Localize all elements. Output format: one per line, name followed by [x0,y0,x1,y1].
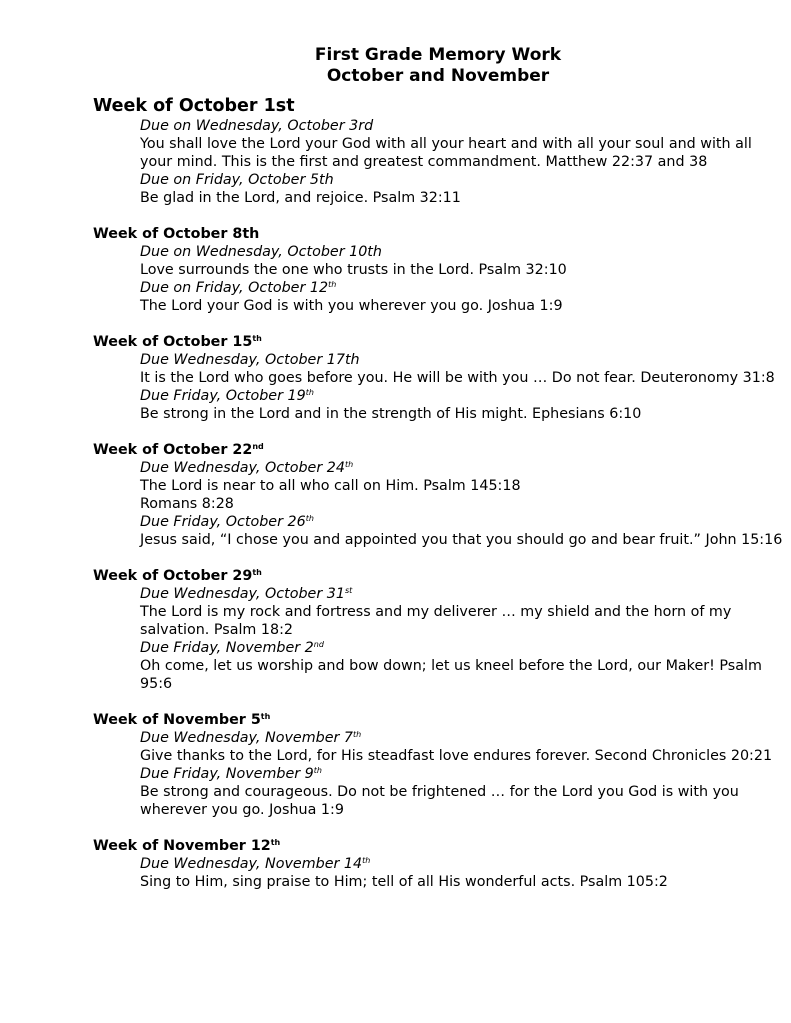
memory-verse: Sing to Him, sing praise to Him; tell of all His wonderful acts. Psalm 105:2 [140,874,668,890]
week-heading: Week of November 5th [93,712,271,728]
due-date: Due Friday, October 19th [140,388,314,404]
week-heading: Week of October 8th [93,226,260,242]
memory-verse: Be glad in the Lord, and rejoice. Psalm 32:11 [140,190,461,206]
week-heading: Week of November 12th [93,838,281,854]
week-section [93,837,783,891]
week-heading: Week of October 15th [93,334,262,350]
due-date: Due on Friday, October 5th [140,172,334,188]
document-page [93,45,783,909]
week-section [93,441,783,549]
memory-verse: Give thanks to the Lord, for His steadfast love endures forever. Second Chronicles 20:21 [140,748,773,764]
week-section [93,95,783,207]
due-date: Due Friday, November 9th [140,766,322,782]
due-date: Due Wednesday, October 17th [140,352,360,368]
memory-verse: You shall love the Lord your God with all your heart and with all your soul and with all your mind. This is the first and greatest commandment. Matthew 22:37 and 38 [140,136,752,170]
week-section [93,567,783,693]
due-date: Due Wednesday, October 24th [140,460,354,476]
due-date: Due on Wednesday, October 10th [140,244,382,260]
due-date: Due Wednesday, October 31st [140,586,353,602]
week-section [93,711,783,819]
memory-verse: Be strong and courageous. Do not be frightened … for the Lord you God is with you wherever you go. Joshua 1:9 [140,784,739,818]
week-section [93,225,783,315]
document-subtitle: October and November [326,66,550,86]
memory-verse: Oh come, let us worship and bow down; let us kneel before the Lord, our Maker! Psalm 95:6 [140,658,762,692]
memory-verse: The Lord is my rock and fortress and my deliverer … my shield and the horn of my salvation. Psalm 18:2 [140,604,732,638]
due-date: Due Friday, October 26th [140,514,314,530]
memory-verse: The Lord is near to all who call on Him. Psalm 145:18 [140,478,521,494]
due-date: Due on Friday, October 12th [140,280,337,296]
week-heading: Week of October 22nd [93,442,264,458]
memory-verse: It is the Lord who goes before you. He will be with you … Do not fear. Deuteronomy 31:8 [140,370,775,386]
due-date: Due Wednesday, November 14th [140,856,371,872]
memory-verse: Be strong in the Lord and in the strength of His might. Ephesians 6:10 [140,406,642,422]
document-title: First Grade Memory Work [314,45,562,65]
week-heading: Week of October 29th [93,568,262,584]
due-date: Due Friday, November 2nd [140,640,324,656]
memory-verse: The Lord your God is with you wherever you go. Joshua 1:9 [140,298,563,314]
week-heading: Week of October 1st [93,96,295,116]
memory-verse: Love surrounds the one who trusts in the Lord. Psalm 32:10 [140,262,567,278]
memory-verse: Jesus said, “I chose you and appointed you that you should go and bear fruit.” John 15:16 [140,532,783,548]
due-date: Due on Wednesday, October 3rd [140,118,374,134]
verse-reference: Romans 8:28 [140,496,234,512]
due-date: Due Wednesday, November 7th [140,730,362,746]
week-section [93,333,783,423]
